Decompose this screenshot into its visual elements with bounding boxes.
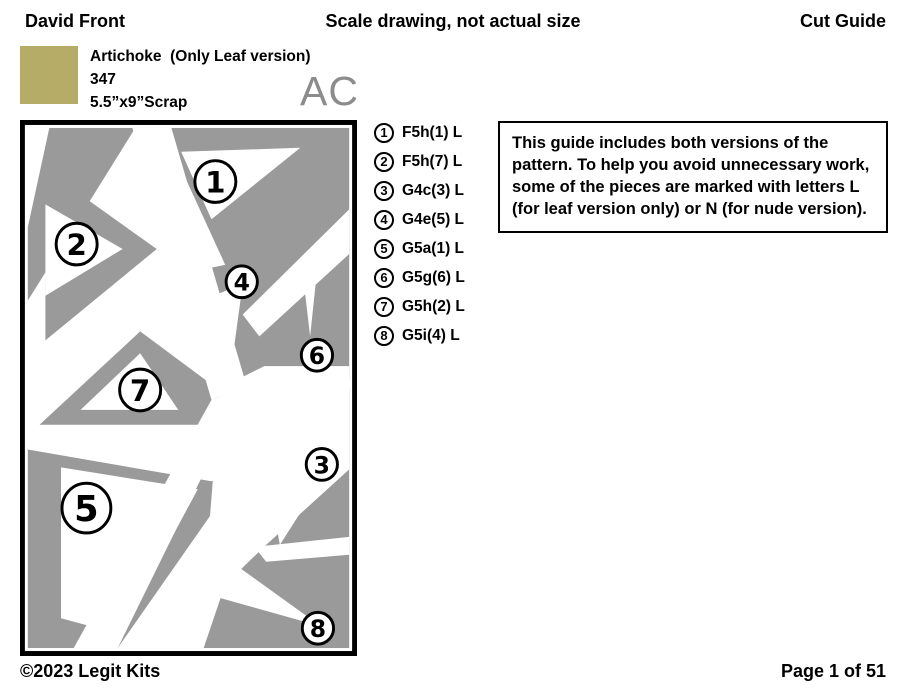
piece-number: 5 — [74, 488, 99, 531]
legend-circle: 7 — [374, 297, 394, 317]
page-indicator: Page 1 of 51 — [780, 661, 886, 681]
piece-marker-3 — [306, 449, 337, 481]
piece-number: 8 — [309, 614, 327, 644]
pattern-name: Artichoke (Only Leaf version) — [90, 48, 311, 65]
piece-marker-4 — [226, 266, 257, 298]
legend-item — [374, 292, 465, 321]
legend-label: F5h(1) L — [402, 123, 463, 141]
piece-number: 6 — [308, 342, 326, 371]
pattern-size-note: 5.5”x9”Scrap — [90, 94, 188, 111]
piece-legend — [374, 118, 465, 350]
legend-item — [374, 205, 465, 234]
piece-marker-8 — [302, 612, 333, 644]
legend-circle: 2 — [374, 152, 394, 172]
legend-label: G5a(1) L — [402, 239, 465, 257]
legend-label: G5g(6) L — [402, 268, 465, 286]
page-title: Cut Guide — [800, 11, 886, 31]
legend-item — [374, 176, 465, 205]
piece-number: 7 — [129, 373, 151, 408]
piece-marker-7 — [120, 369, 161, 411]
legend-label: G4e(5) L — [402, 210, 465, 228]
piece-number: 1 — [205, 165, 226, 200]
piece-number: 3 — [313, 451, 330, 480]
piece-marker-2 — [56, 223, 97, 265]
fabric-swatch — [20, 46, 78, 104]
legend-item — [374, 321, 465, 350]
piece-marker-5 — [62, 483, 111, 533]
cut-pattern-drawing — [20, 120, 357, 656]
pattern-code: AC — [300, 68, 359, 114]
legend-circle: 8 — [374, 326, 394, 346]
legend-circle: 5 — [374, 239, 394, 259]
pattern-number: 347 — [90, 71, 116, 88]
piece-number: 2 — [66, 227, 87, 263]
legend-circle: 1 — [374, 123, 394, 143]
legend-label: G5h(2) L — [402, 297, 465, 315]
legend-item — [374, 234, 465, 263]
legend-item — [374, 147, 465, 176]
scale-note: Scale drawing, not actual size — [325, 11, 581, 31]
legend-circle: 3 — [374, 181, 394, 201]
recipient-name: David Front — [25, 11, 126, 31]
piece-marker-1 — [195, 161, 236, 203]
pattern-info — [90, 45, 311, 114]
legend-circle: 4 — [374, 210, 394, 230]
legend-item — [374, 118, 465, 147]
legend-label: G4c(3) L — [402, 181, 465, 199]
version-info-text: This guide includes both versions of the pattern. To help you avoid unnecessary work, some of the pieces are marked with letters L (for leaf version only) or N (for nude version). — [512, 134, 870, 218]
piece-marker-6 — [301, 339, 332, 371]
legend-label: F5h(7) L — [402, 152, 463, 170]
version-info-box — [498, 121, 888, 233]
piece-number: 4 — [233, 268, 250, 297]
copyright-text: ©2023 Legit Kits — [20, 661, 161, 681]
legend-label: G5i(4) L — [402, 326, 460, 344]
legend-circle: 6 — [374, 268, 394, 288]
legend-item — [374, 263, 465, 292]
